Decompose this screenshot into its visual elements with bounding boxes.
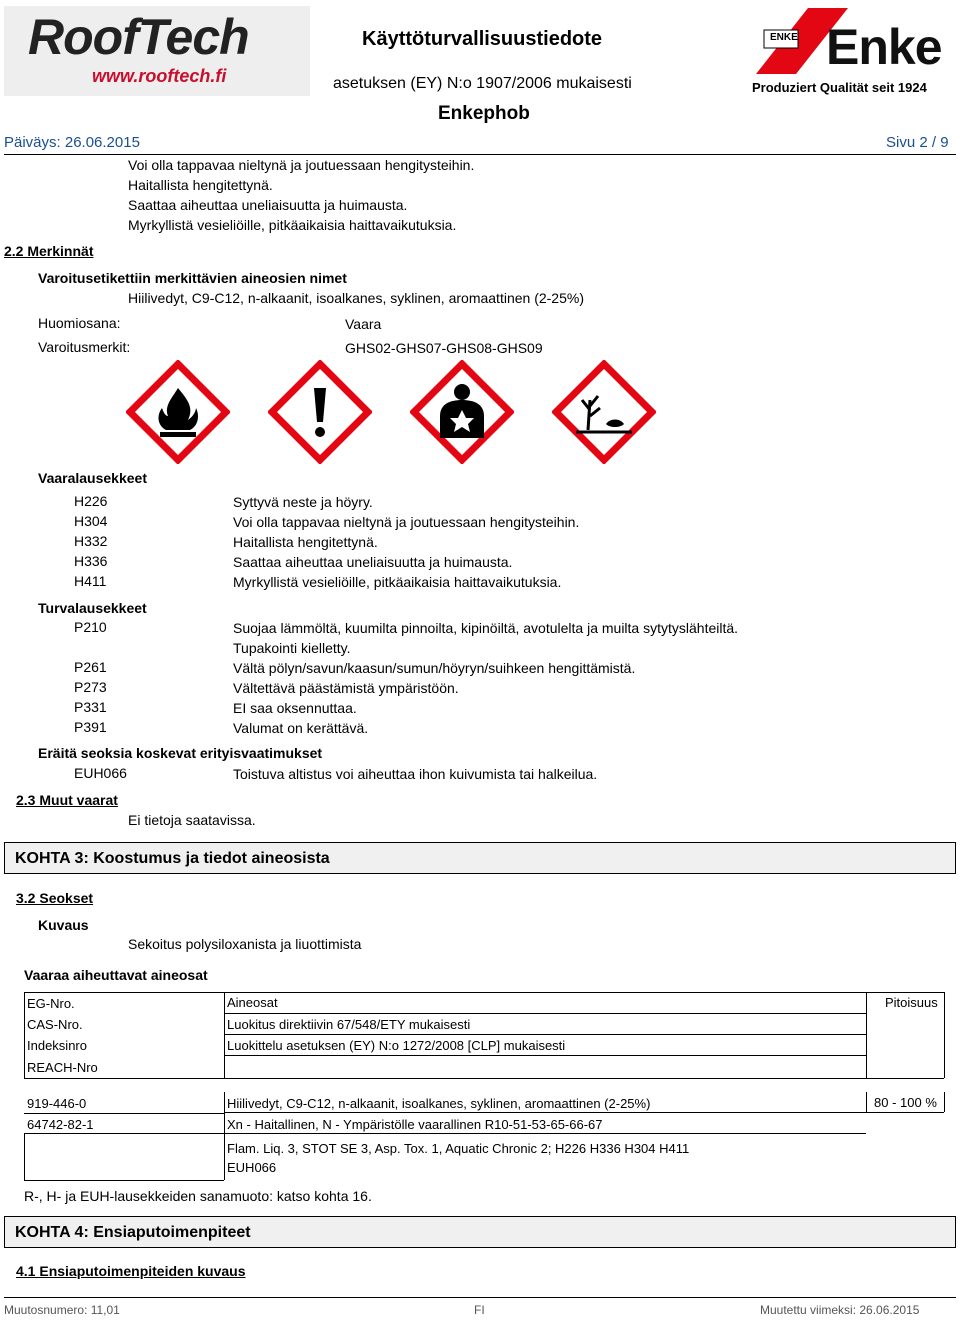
special-requirements-heading: Eräitä seoksia koskevat erityisvaatimukset (38, 745, 323, 761)
table-row-name: Hiilivedyt, C9-C12, n-alkaanit, isoalkanes, syklinen, aromaattinen (2-25%) (227, 1096, 651, 1111)
description-text: Sekoitus polysiloxanista ja liuottimista (128, 936, 362, 952)
section-3-title: KOHTA 3: Koostumus ja tiedot aineosista (4, 842, 956, 874)
precaution-text: Valumat on kerättävä. (233, 720, 369, 736)
doc-date: Päiväys: 26.06.2015 (4, 134, 140, 151)
precaution-code: P391 (74, 719, 107, 735)
flame-icon (126, 360, 230, 464)
euh-code: EUH066 (74, 765, 127, 781)
ingredients-heading: Vaaraa aiheuttavat aineosat (24, 967, 208, 983)
signal-word-label: Huomiosana: (38, 315, 121, 331)
enke-logo: ENKE Enke Produziert Qualität seit 1924 (748, 4, 956, 100)
section-4-1-heading: 4.1 Ensiaputoimenpiteiden kuvaus (16, 1263, 246, 1279)
table-header-eg: EG-Nro. (27, 996, 75, 1011)
precaution-text: Vältettävä päästämistä ympäristöön. (233, 680, 459, 696)
pictograms-value: GHS02-GHS07-GHS08-GHS09 (345, 340, 543, 356)
hazard-code: H304 (74, 513, 108, 529)
table-header-clp: Luokittelu asetuksen (EY) N:o 1272/2008 [CLP] mukaisesti (227, 1038, 566, 1053)
table-row-dsd: Xn - Haitallinen, N - Ympäristölle vaarallinen R10-51-53-65-66-67 (227, 1117, 603, 1132)
footer-modified: Muutettu viimeksi: 26.06.2015 (760, 1303, 920, 1317)
table-header-concentration: Pitoisuus (885, 995, 938, 1010)
precaution-code: P273 (74, 679, 107, 695)
hazard-text: Voi olla tappavaa nieltynä ja joutuessaan hengitysteihin. (233, 514, 580, 530)
statements-note: R-, H- ja EUH-lausekkeiden sanamuoto: katso kohta 16. (24, 1188, 372, 1204)
hazard-code: H411 (74, 573, 107, 589)
rooftech-logo: RoofTech www.rooftech.fi (4, 6, 310, 96)
precaution-text: EI saa oksennuttaa. (233, 700, 357, 716)
footer-divider (4, 1297, 956, 1298)
table-row-cas: 64742-82-1 (27, 1117, 94, 1132)
footer-revision: Muutosnumero: 11,01 (4, 1303, 120, 1317)
hazard-code: H226 (74, 493, 108, 509)
environment-icon (552, 360, 656, 464)
table-header-dsd: Luokitus direktiivin 67/548/ETY mukaisesti (227, 1017, 471, 1032)
description-label: Kuvaus (38, 917, 89, 933)
pictograms-label: Varoitusmerkit: (38, 339, 131, 355)
precaution-text: Vältä pölyn/savun/kaasun/sumun/höyryn/suihkeen hengittämistä. (233, 660, 636, 676)
document-title: Käyttöturvallisuustiedote (362, 28, 603, 50)
euh-text: Toistuva altistus voi aiheuttaa ihon kuivumista tai halkeilua. (233, 766, 598, 782)
hazard-text: Syttyvä neste ja höyry. (233, 494, 373, 510)
label-names-value: Hiilivedyt, C9-C12, n-alkaanit, isoalkanes, syklinen, aromaattinen (2-25%) (128, 290, 584, 306)
health-hazard-icon (410, 360, 514, 464)
precaution-code: P261 (74, 659, 107, 675)
regulation-subtitle: asetuksen (EY) N:o 1907/2006 mukaisesti (333, 75, 632, 92)
product-name: Enkephob (438, 103, 530, 124)
table-header-cas: CAS-Nro. (27, 1017, 83, 1032)
precaution-code: P210 (74, 619, 107, 635)
table-row-clp: Flam. Liq. 3, STOT SE 3, Asp. Tox. 1, Aquatic Chronic 2; H226 H336 H304 H411 (227, 1141, 690, 1156)
label-names-heading: Varoitusetikettiin merkittävien aineosien nimet (38, 270, 347, 286)
hazard-text: Haitallista hengitettynä. (233, 534, 378, 550)
section-2-2-heading: 2.2 Merkinnät (4, 243, 94, 259)
table-row-clp-euh: EUH066 (227, 1160, 277, 1175)
header-divider (4, 154, 956, 155)
precaution-text: Tupakointi kielletty. (233, 640, 351, 656)
precaution-heading: Turvalausekkeet (38, 600, 147, 616)
table-header-ingredient: Aineosat (227, 995, 278, 1010)
section-2-3-heading: 2.3 Muut vaarat (16, 792, 118, 808)
hazard-code: H336 (74, 553, 108, 569)
section-4-title: KOHTA 4: Ensiaputoimenpiteet (4, 1216, 956, 1248)
page-number: Sivu 2 / 9 (886, 134, 949, 151)
precaution-text: Suojaa lämmöltä, kuumilta pinnoilta, kipinöiltä, avotulelta ja muilta sytytyslähteiltä. (233, 620, 739, 636)
hazard-text: Myrkyllistä vesieliöille, pitkäaikaisia haittavaikutuksia. (233, 574, 562, 590)
table-row-eg: 919-446-0 (27, 1096, 87, 1111)
section-2-3-text: Ei tietoja saatavissa. (128, 812, 256, 828)
precaution-code: P331 (74, 699, 107, 715)
table-header-index: Indeksinro (27, 1038, 87, 1053)
hazard-text: Saattaa aiheuttaa uneliaisuutta ja huimausta. (233, 554, 513, 570)
signal-word-value: Vaara (345, 316, 382, 332)
hazard-heading: Vaaralausekkeet (38, 470, 147, 486)
footer-language: FI (474, 1303, 485, 1317)
section-3-2-heading: 3.2 Seokset (16, 890, 94, 906)
hazard-code: H332 (74, 533, 108, 549)
table-row-concentration: 80 - 100 % (874, 1095, 937, 1110)
exclamation-icon (268, 360, 372, 464)
table-header-reach: REACH-Nro (27, 1060, 98, 1075)
